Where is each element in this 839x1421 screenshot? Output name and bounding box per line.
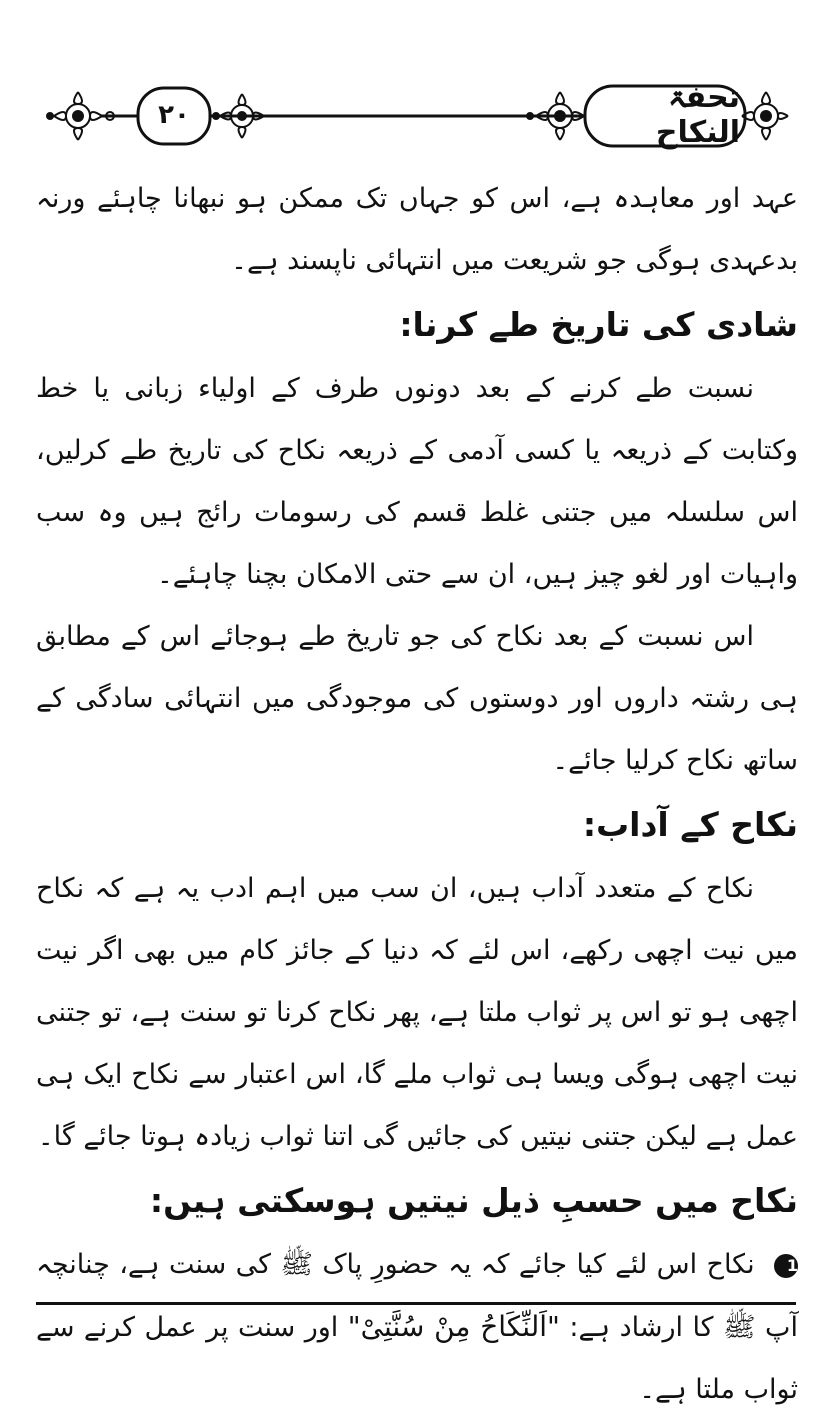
list-item — [36, 1234, 798, 1421]
paragraph: اس نسبت کے بعد نکاح کی جو تاریخ طے ہوجائے اس کے مطابق ہی رشتہ داروں اور دوستوں کی موجودگی میں انتہائی سادگی کے ساتھ نکاح کرلیا جائے۔ — [36, 621, 798, 776]
book-title: تحفۃ النکاح — [655, 80, 740, 150]
page-content — [36, 168, 798, 1421]
section-heading: نکاح کے آداب: — [582, 805, 798, 844]
arabic-quote: "اَلنِّکَاحُ مِنْ سُنَّتِیْ" — [347, 1310, 560, 1343]
paragraph: عہد اور معاہدہ ہے، اس کو جہاں تک ممکن ہو نبھانا چاہئے ورنہ بدعہدی ہوگی جو شریعت میں انتہائی ناپسند ہے۔ — [36, 183, 798, 276]
page-header — [30, 78, 790, 154]
list-item-text: اور سنت پر عمل کرنے سے ثواب ملتا ہے۔ — [36, 1312, 798, 1405]
paragraph: نسبت طے کرنے کے بعد دونوں طرف کے اولیاء زبانی یا خط وکتابت کے ذریعہ یا کسی آدمی کے ذریعہ نکاح کی تاریخ طے کرلیں، اس سلسلہ میں جتنی غلط قسم کی رسومات رائج ہیں وہ سب واہیات اور لغو چیز ہیں، ان سے حتی الامکان بچنا چاہئے۔ — [36, 373, 798, 590]
page-number: ۲۰ — [158, 100, 190, 130]
section-heading: شادی کی تاریخ طے کرنا: — [399, 305, 798, 344]
footer-divider — [36, 1302, 796, 1305]
paragraph: نکاح کے متعدد آداب ہیں، ان سب میں اہم ادب یہ ہے کہ نکاح میں نیت اچھی رکھے، اس لئے کہ دنیا کے جائز کام میں بھی اگر نیت اچھی ہو تو اس پر ثواب ملتا ہے، پھر نکاح کرنا تو سنت ہے، تو جتنی نیت اچھی ہوگی ویسا ہی ثواب ملے گا، اس اعتبار سے نکاح ایک ہی عمل ہے لیکن جتنی نیتیں کی جائیں گی اتنا ثواب زیادہ ہوتا جائے گا۔ — [36, 873, 798, 1152]
item-number-badge: 1 — [774, 1254, 798, 1278]
list-item-text: نکاح اس لئے کیا جائے کہ یہ حضورِ پاک ﷺ کی سنت ہے، چنانچہ آپ ﷺ کا ارشاد ہے: — [36, 1249, 798, 1343]
floral-ornament-icon — [742, 92, 788, 140]
section-heading: نکاح میں حسبِ ذیل نیتیں ہوسکتی ہیں: — [149, 1181, 798, 1220]
